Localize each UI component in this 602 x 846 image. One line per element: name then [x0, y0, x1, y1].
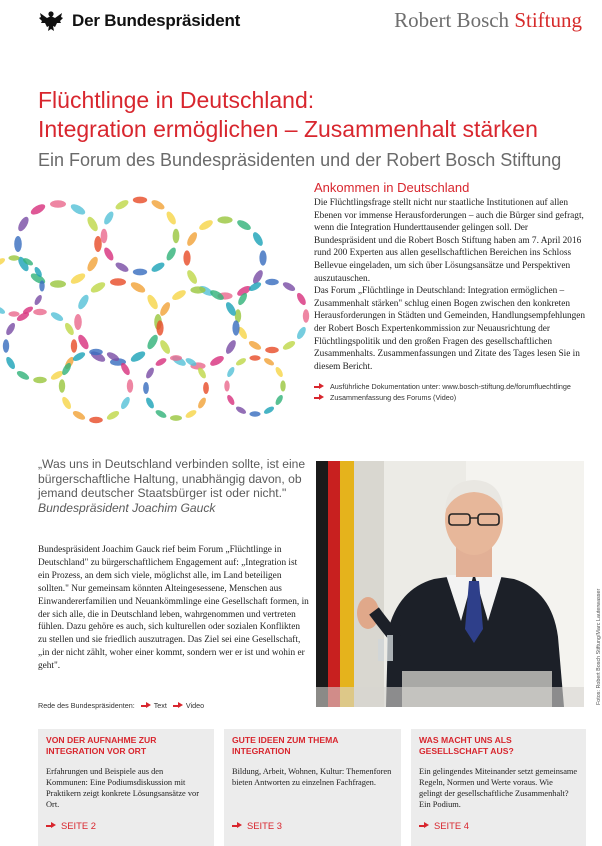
decorative-petal [198, 218, 215, 232]
speech-label: Rede des Bundespräsidenten: [38, 701, 135, 710]
photo-credit: Fotos: Robert Bosch Stiftung/Marc Lauterwasser [596, 588, 602, 705]
federal-eagle-icon [38, 8, 64, 34]
decorative-petal [150, 261, 166, 274]
decorative-petal [226, 366, 236, 378]
decorative-petal [101, 229, 108, 243]
card-link-label[interactable]: SEITE 4 [434, 820, 469, 831]
decorative-petal [16, 369, 31, 381]
decorative-petal [89, 349, 103, 355]
decorative-petal [129, 280, 147, 295]
decorative-petal [71, 339, 77, 353]
decorative-petal [89, 280, 107, 295]
gauck-quote [38, 457, 310, 515]
decorative-petal [249, 411, 260, 416]
decorative-petal [85, 215, 100, 233]
card-title: VON DER AUFNAHME ZUR INTEGRATION VOR ORT [46, 735, 157, 756]
decorative-petal [173, 229, 180, 243]
decorative-petal [114, 198, 130, 211]
card-link-label[interactable]: SEITE 2 [61, 820, 96, 831]
decorative-petal [119, 396, 131, 411]
decorative-petal [165, 246, 178, 262]
decorative-petal [170, 415, 182, 421]
arrow-right-icon [314, 383, 324, 390]
decorative-petal [150, 198, 166, 211]
decorative-petal [303, 309, 309, 323]
speech-video-link[interactable] [173, 701, 204, 710]
decorative-petal [0, 305, 6, 315]
arrow-right-icon [232, 822, 242, 829]
decorative-petal [226, 394, 236, 406]
decorative-petal [248, 339, 263, 351]
card-title: GUTE IDEEN ZUM THEMA INTEGRATION [232, 735, 339, 756]
decorative-petal [190, 286, 205, 293]
decorative-petal [85, 255, 100, 273]
decorative-petal [171, 288, 188, 302]
decorative-petal [158, 339, 172, 356]
page-subtitle: Ein Forum des Bundespräsidenten und der Robert Bosch Stiftung [38, 150, 562, 170]
card-link-page-2[interactable] [46, 820, 96, 831]
video-summary-link[interactable] [314, 392, 590, 403]
decorative-petal [50, 200, 66, 208]
decorative-petal [263, 405, 275, 415]
gauck-photo [316, 461, 584, 707]
decorative-petal [236, 218, 253, 232]
decorative-petal [265, 279, 279, 285]
decorative-petal [89, 417, 103, 423]
card-text: Bildung, Arbeit, Wohnen, Kultur: Themenforen bieten Antworten zu einzelnen Fachfragen. [232, 767, 392, 787]
decorative-petal [143, 382, 149, 394]
bundespraesident-logo [38, 8, 240, 34]
decorative-petal [209, 354, 226, 368]
decorative-petal [259, 250, 266, 265]
decorative-petal [60, 396, 72, 411]
decorative-petal [217, 216, 232, 223]
title-block [38, 86, 588, 172]
decorative-petal [74, 314, 82, 330]
decorative-petal [263, 357, 275, 367]
decorative-petal [33, 309, 47, 315]
decorative-petal [144, 396, 155, 409]
decorative-petal [33, 377, 47, 383]
body-paragraph: Bundespräsident Joachim Gauck rief beim Forum „Flüchtlinge in Deutschland" zu bürgerschaftlichem Engagement auf: „Integration ist ein Prozess, an dem sich viele, möglichst alle, im Land beteiligen sollten." Nur gemeinsam könnten Alteingesessene, Menschen aus Einwandererfamilien und Neuankömmlinge eine Gesellschaft formen, in der sich alle, die in Deutschland leben, wahrgenommen und vertreten fühlen. Dazu gehöre es auch, sich kulturellen oder sozialen Konflikten zu stellen und sie friedlich auszutragen. Das Ziel sei eine Gesellschaft, „in der nicht zählt, woher einer kommt, sondern wer er ist und wohin er geht". [38, 545, 309, 672]
decorative-petal [133, 197, 147, 204]
decorative-petal [8, 311, 19, 316]
decorative-petal [50, 280, 66, 288]
arrow-right-icon [419, 822, 429, 829]
decorative-petal [69, 271, 87, 286]
decorative-petal [94, 236, 102, 252]
decorative-petal [145, 293, 160, 311]
decorative-petal [235, 357, 247, 367]
decorative-petal [196, 396, 207, 409]
decorative-petal [144, 366, 155, 379]
decorative-petal [50, 310, 65, 322]
decorative-petal [232, 320, 239, 335]
decorative-petal [224, 380, 229, 391]
decorative-petal [185, 231, 199, 248]
decorative-petal [295, 292, 307, 307]
decorative-petal [133, 269, 147, 276]
intro-links [314, 381, 590, 403]
card-text: Erfahrungen und Beispiele aus den Kommunen: Eine Podiumsdiskussion mit Praktikern zeigt konkrete Lösungsansätze vor Ort. [46, 767, 200, 809]
arrow-right-icon [141, 702, 151, 709]
arrow-right-icon [314, 394, 324, 401]
card-page-4[interactable] [411, 729, 586, 846]
documentation-link[interactable] [314, 381, 590, 392]
decorative-petal [185, 269, 199, 286]
quote-text: „Was uns in Deutschland verbinden sollte, ist eine bürgerschaftliche Haltung, unabhängig davon, ob jemand deutscher Staatsbürger ist oder nicht." [38, 457, 306, 500]
decorative-petal [156, 320, 163, 335]
decorative-petal [4, 356, 16, 371]
decorative-petal [129, 349, 147, 364]
speech-text-link-label[interactable]: Text [153, 701, 167, 710]
decorative-petal [4, 322, 16, 337]
arrow-right-icon [46, 822, 56, 829]
video-summary-link-text[interactable]: Zusammenfassung des Forums (Video) [330, 393, 457, 403]
decorative-petal [158, 301, 172, 318]
card-text: Ein gelingendes Miteinander setzt gemeinsame Regeln, Normen und Werte voraus. Wie gelingt der gesellschaftliche Zusammenhalt? Ein Podium. [419, 767, 578, 809]
speech-video-link-label[interactable]: Video [185, 701, 205, 710]
decorative-petal [282, 280, 297, 292]
intro-paragraph-1: Die Flüchtlingsfrage stellt nicht nur staatliche Institutionen auf allen Ebenen vor immense Herausforderungen – auch die Bürger sind gefragt, wenn die Integration Hunderttausender gelingen soll. Der Bundespräsident und die Robert Bosch Stiftung haben am 7. April 2016 rund 200 Experten aus allen gesellschaftlichen Bereichen ins Schloss Bellevue eingeladen, um sich über Lösungsansätze und Perspektiven auszutauschen. [314, 198, 584, 284]
decorative-petal [102, 210, 115, 226]
decorative-petal [3, 339, 9, 353]
decorative-petal [183, 250, 190, 265]
documentation-link-text[interactable]: Ausführliche Dokumentation unter: www.bosch-stiftung.de/forumfluechtlinge [330, 382, 571, 392]
decorative-petal [114, 261, 130, 274]
intro-section [314, 180, 590, 403]
decorative-petal [76, 333, 91, 351]
decorative-petal [249, 355, 260, 360]
decorative-petal [274, 394, 284, 406]
decorative-petal [127, 379, 133, 393]
page-title-line-2: Integration ermöglichen – Zusammenhalt stärken [38, 116, 538, 142]
decorative-petal [165, 210, 178, 226]
decorative-petal [235, 405, 247, 415]
decorative-petal [16, 215, 31, 233]
decorative-petal [0, 257, 6, 267]
decorative-petal [145, 333, 160, 351]
decorative-petal [69, 202, 87, 217]
bosch-logo-accent: Stiftung [514, 8, 582, 32]
decorative-petal [295, 326, 307, 341]
decorative-petal [282, 339, 297, 351]
card-page-2[interactable] [38, 729, 214, 846]
decorative-petal [29, 202, 47, 217]
decorative-petal [14, 236, 22, 252]
decorative-petal [102, 246, 115, 262]
decorative-petal [154, 356, 167, 367]
decorative-petal [39, 280, 44, 291]
card-link-page-4[interactable] [419, 820, 469, 831]
decorative-petal [251, 231, 265, 248]
decorative-petal [274, 366, 284, 378]
page-title-line-1: Flüchtlinge in Deutschland: [38, 87, 315, 113]
decorative-circle-pattern [0, 196, 305, 416]
bosch-stiftung-logo [394, 8, 582, 33]
intro-heading: Ankommen in Deutschland [314, 180, 470, 195]
card-page-3[interactable] [224, 729, 401, 846]
bundespraesident-logo-text: Der Bundespräsident [72, 11, 241, 30]
decorative-petal [59, 379, 65, 393]
bosch-logo-name: Robert Bosch [394, 8, 510, 32]
card-link-page-3[interactable] [232, 820, 282, 831]
decorative-petal [203, 382, 209, 394]
card-title: WAS MACHT UNS ALS GESELLSCHAFT AUS? [419, 735, 514, 756]
decorative-petal [106, 409, 121, 421]
decorative-petal [72, 409, 87, 421]
decorative-petal [224, 339, 238, 356]
decorative-petal [170, 355, 182, 361]
card-link-label[interactable]: SEITE 3 [247, 820, 282, 831]
speaker-illustration [316, 461, 584, 707]
decorative-petal [280, 380, 285, 391]
decorative-petal [76, 293, 91, 311]
speech-links [38, 701, 204, 710]
arrow-right-icon [173, 702, 183, 709]
decorative-petal [110, 278, 126, 286]
intro-paragraph-2: Das Forum „Flüchtlinge in Deutschland: Integration ermöglichen – Zusammenhalt stärken" schlug einen Bogen zwischen den konkreten Herausforderungen in Städten und Gemeinden, Handlungsempfehlungen der Robert Bosch Expertenkommission zur Neuausrichtung der Flüchtlingspolitik und den großen Fragen des gesellschaftlichen Zusammenhalts. Zusammenfassungen und Zitate des Tages lesen Sie in diesem Bericht. [314, 286, 586, 372]
decorative-petal [184, 408, 197, 419]
decorative-petal [154, 408, 167, 419]
speech-text-link[interactable] [141, 701, 167, 710]
quote-attribution: Bundespräsident Joachim Gauck [38, 500, 216, 515]
decorative-petal [8, 255, 19, 260]
decorative-petal [63, 322, 75, 337]
decorative-petal [33, 294, 43, 306]
decorative-petal [265, 347, 279, 353]
